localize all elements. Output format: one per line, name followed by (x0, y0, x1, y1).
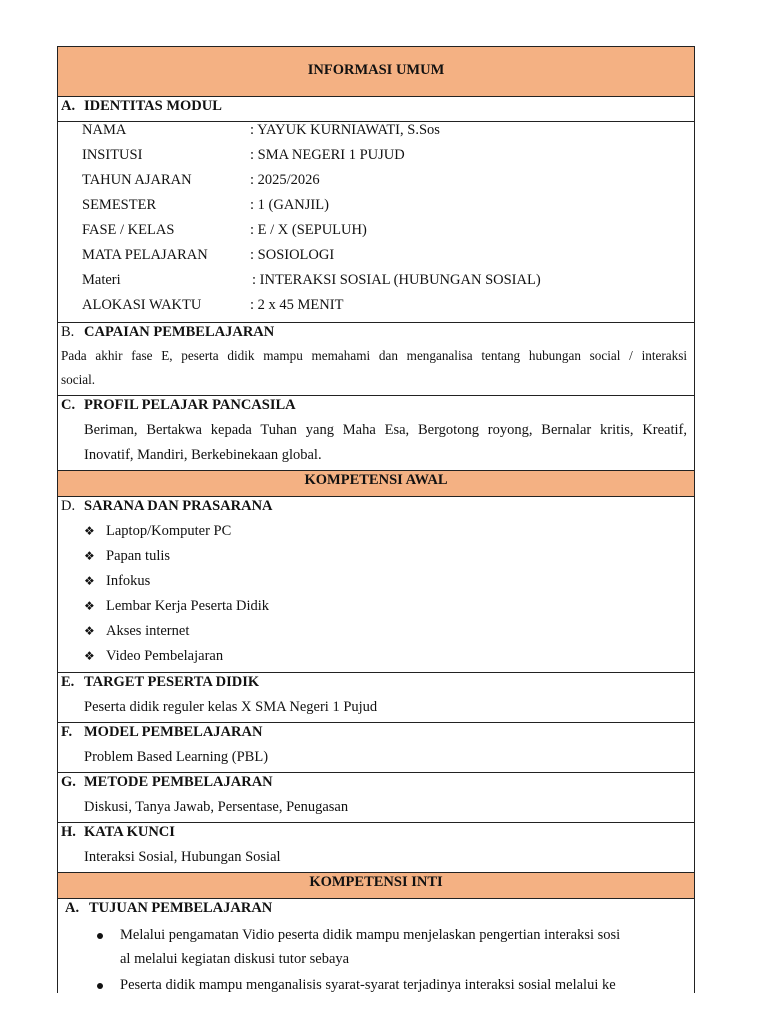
tujuan-item-2-line1: Peserta didik mampu menganalisis syarat-syarat terjadinya interaksi sosial melalui ke (120, 977, 616, 993)
model-letter: F. (61, 724, 73, 740)
bullet-dot-icon (97, 933, 103, 939)
tujuan-heading: TUJUAN PEMBELAJARAN (89, 900, 273, 916)
field-value-insitusi: : SMA NEGERI 1 PUJUD (250, 147, 405, 163)
sarana-heading: SARANA DAN PRASARANA (84, 498, 273, 514)
profil-heading: PROFIL PELAJAR PANCASILA (84, 397, 296, 413)
kompetensi-awal-title: KOMPETENSI AWAL (304, 472, 448, 488)
field-value-fase: : E / X (SEPULUH) (250, 222, 367, 238)
profil-text-line2: Inovatif, Mandiri, Berkebinekaan global. (84, 447, 322, 463)
field-value-alokasi: : 2 x 45 MENIT (250, 297, 344, 313)
diamond-bullet-icon: ❖ (84, 599, 95, 613)
kata-kunci-letter: H. (61, 824, 76, 840)
capaian-section (58, 322, 694, 396)
metode-letter: G. (61, 774, 76, 790)
field-label-alokasi: ALOKASI WAKTU (82, 297, 202, 313)
informasi-umum-header (58, 47, 694, 97)
field-value-tahun: : 2025/2026 (250, 172, 320, 188)
kata-kunci-heading: KATA KUNCI (84, 824, 175, 840)
profil-text-line1: Beriman, Bertakwa kepada Tuhan yang Maha Esa, Bergotong royong, Bernalar kritis, Kreatif, (84, 422, 687, 438)
diamond-bullet-icon: ❖ (84, 524, 95, 538)
field-label-insitusi: INSITUSI (82, 147, 143, 163)
capaian-text-line1: Pada akhir fase E, peserta didik mampu memahami dan menganalisa tentang hubungan social / interaksi (61, 348, 687, 363)
field-value-semester: : 1 (GANJIL) (250, 197, 329, 213)
kata-kunci-section (58, 822, 694, 873)
target-section (58, 672, 694, 723)
field-label-nama: NAMA (82, 122, 127, 138)
metode-section (58, 772, 694, 823)
kata-kunci-text: Interaksi Sosial, Hubungan Sosial (84, 849, 281, 865)
field-label-materi: Materi (82, 272, 121, 288)
field-value-nama: : YAYUK KURNIAWATI, S.Sos (250, 122, 440, 138)
sarana-item-5: Akses internet (106, 623, 190, 639)
identitas-letter: A. (61, 98, 76, 114)
target-heading: TARGET PESERTA DIDIK (84, 674, 260, 690)
diamond-bullet-icon: ❖ (84, 624, 95, 638)
sarana-item-1: Laptop/Komputer PC (106, 523, 232, 539)
sarana-letter: D. (61, 498, 76, 514)
tujuan-letter: A. (65, 900, 80, 916)
identitas-heading-row (58, 96, 694, 122)
model-text: Problem Based Learning (PBL) (84, 749, 269, 765)
sarana-item-4: Lembar Kerja Peserta Didik (106, 598, 270, 614)
diamond-bullet-icon: ❖ (84, 549, 95, 563)
kompetensi-awal-header (58, 470, 694, 497)
capaian-text-line2: social. (61, 372, 96, 387)
tujuan-item-1-line1: Melalui pengamatan Vidio peserta didik mampu menjelaskan pengertian interaksi sosi (120, 927, 621, 943)
capaian-heading: CAPAIAN PEMBELAJARAN (84, 324, 275, 340)
metode-text: Diskusi, Tanya Jawab, Persentase, Penugasan (84, 799, 349, 815)
sarana-section (58, 496, 694, 673)
field-label-tahun: TAHUN AJARAN (82, 172, 192, 188)
diamond-bullet-icon: ❖ (84, 649, 95, 663)
sarana-item-3: Infokus (106, 573, 151, 589)
kompetensi-inti-title: KOMPETENSI INTI (309, 874, 443, 890)
identitas-heading: IDENTITAS MODUL (84, 98, 222, 114)
field-label-mapel: MATA PELAJARAN (82, 247, 208, 263)
capaian-letter: B. (61, 324, 75, 340)
model-heading: MODEL PEMBELAJARAN (84, 724, 263, 740)
identitas-fields (58, 121, 694, 323)
diamond-bullet-icon: ❖ (84, 574, 95, 588)
tujuan-item-1-line2: al melalui kegiatan diskusi tutor sebaya (120, 951, 350, 967)
kompetensi-inti-header (58, 872, 694, 899)
metode-heading: METODE PEMBELAJARAN (84, 774, 273, 790)
bullet-dot-icon (97, 983, 103, 989)
field-value-mapel: : SOSIOLOGI (250, 247, 335, 263)
field-label-fase: FASE / KELAS (82, 222, 175, 238)
informasi-umum-title: INFORMASI UMUM (307, 62, 445, 78)
model-section (58, 722, 694, 773)
tujuan-section (58, 898, 694, 994)
module-table (57, 46, 695, 993)
field-value-materi: : INTERAKSI SOSIAL (HUBUNGAN SOSIAL) (252, 272, 541, 288)
sarana-item-6: Video Pembelajaran (106, 648, 224, 664)
field-label-semester: SEMESTER (82, 197, 157, 213)
profil-section (58, 395, 694, 471)
target-letter: E. (61, 674, 75, 690)
target-text: Peserta didik reguler kelas X SMA Negeri 1 Pujud (84, 699, 378, 715)
sarana-item-2: Papan tulis (106, 548, 171, 564)
profil-letter: C. (61, 397, 76, 413)
